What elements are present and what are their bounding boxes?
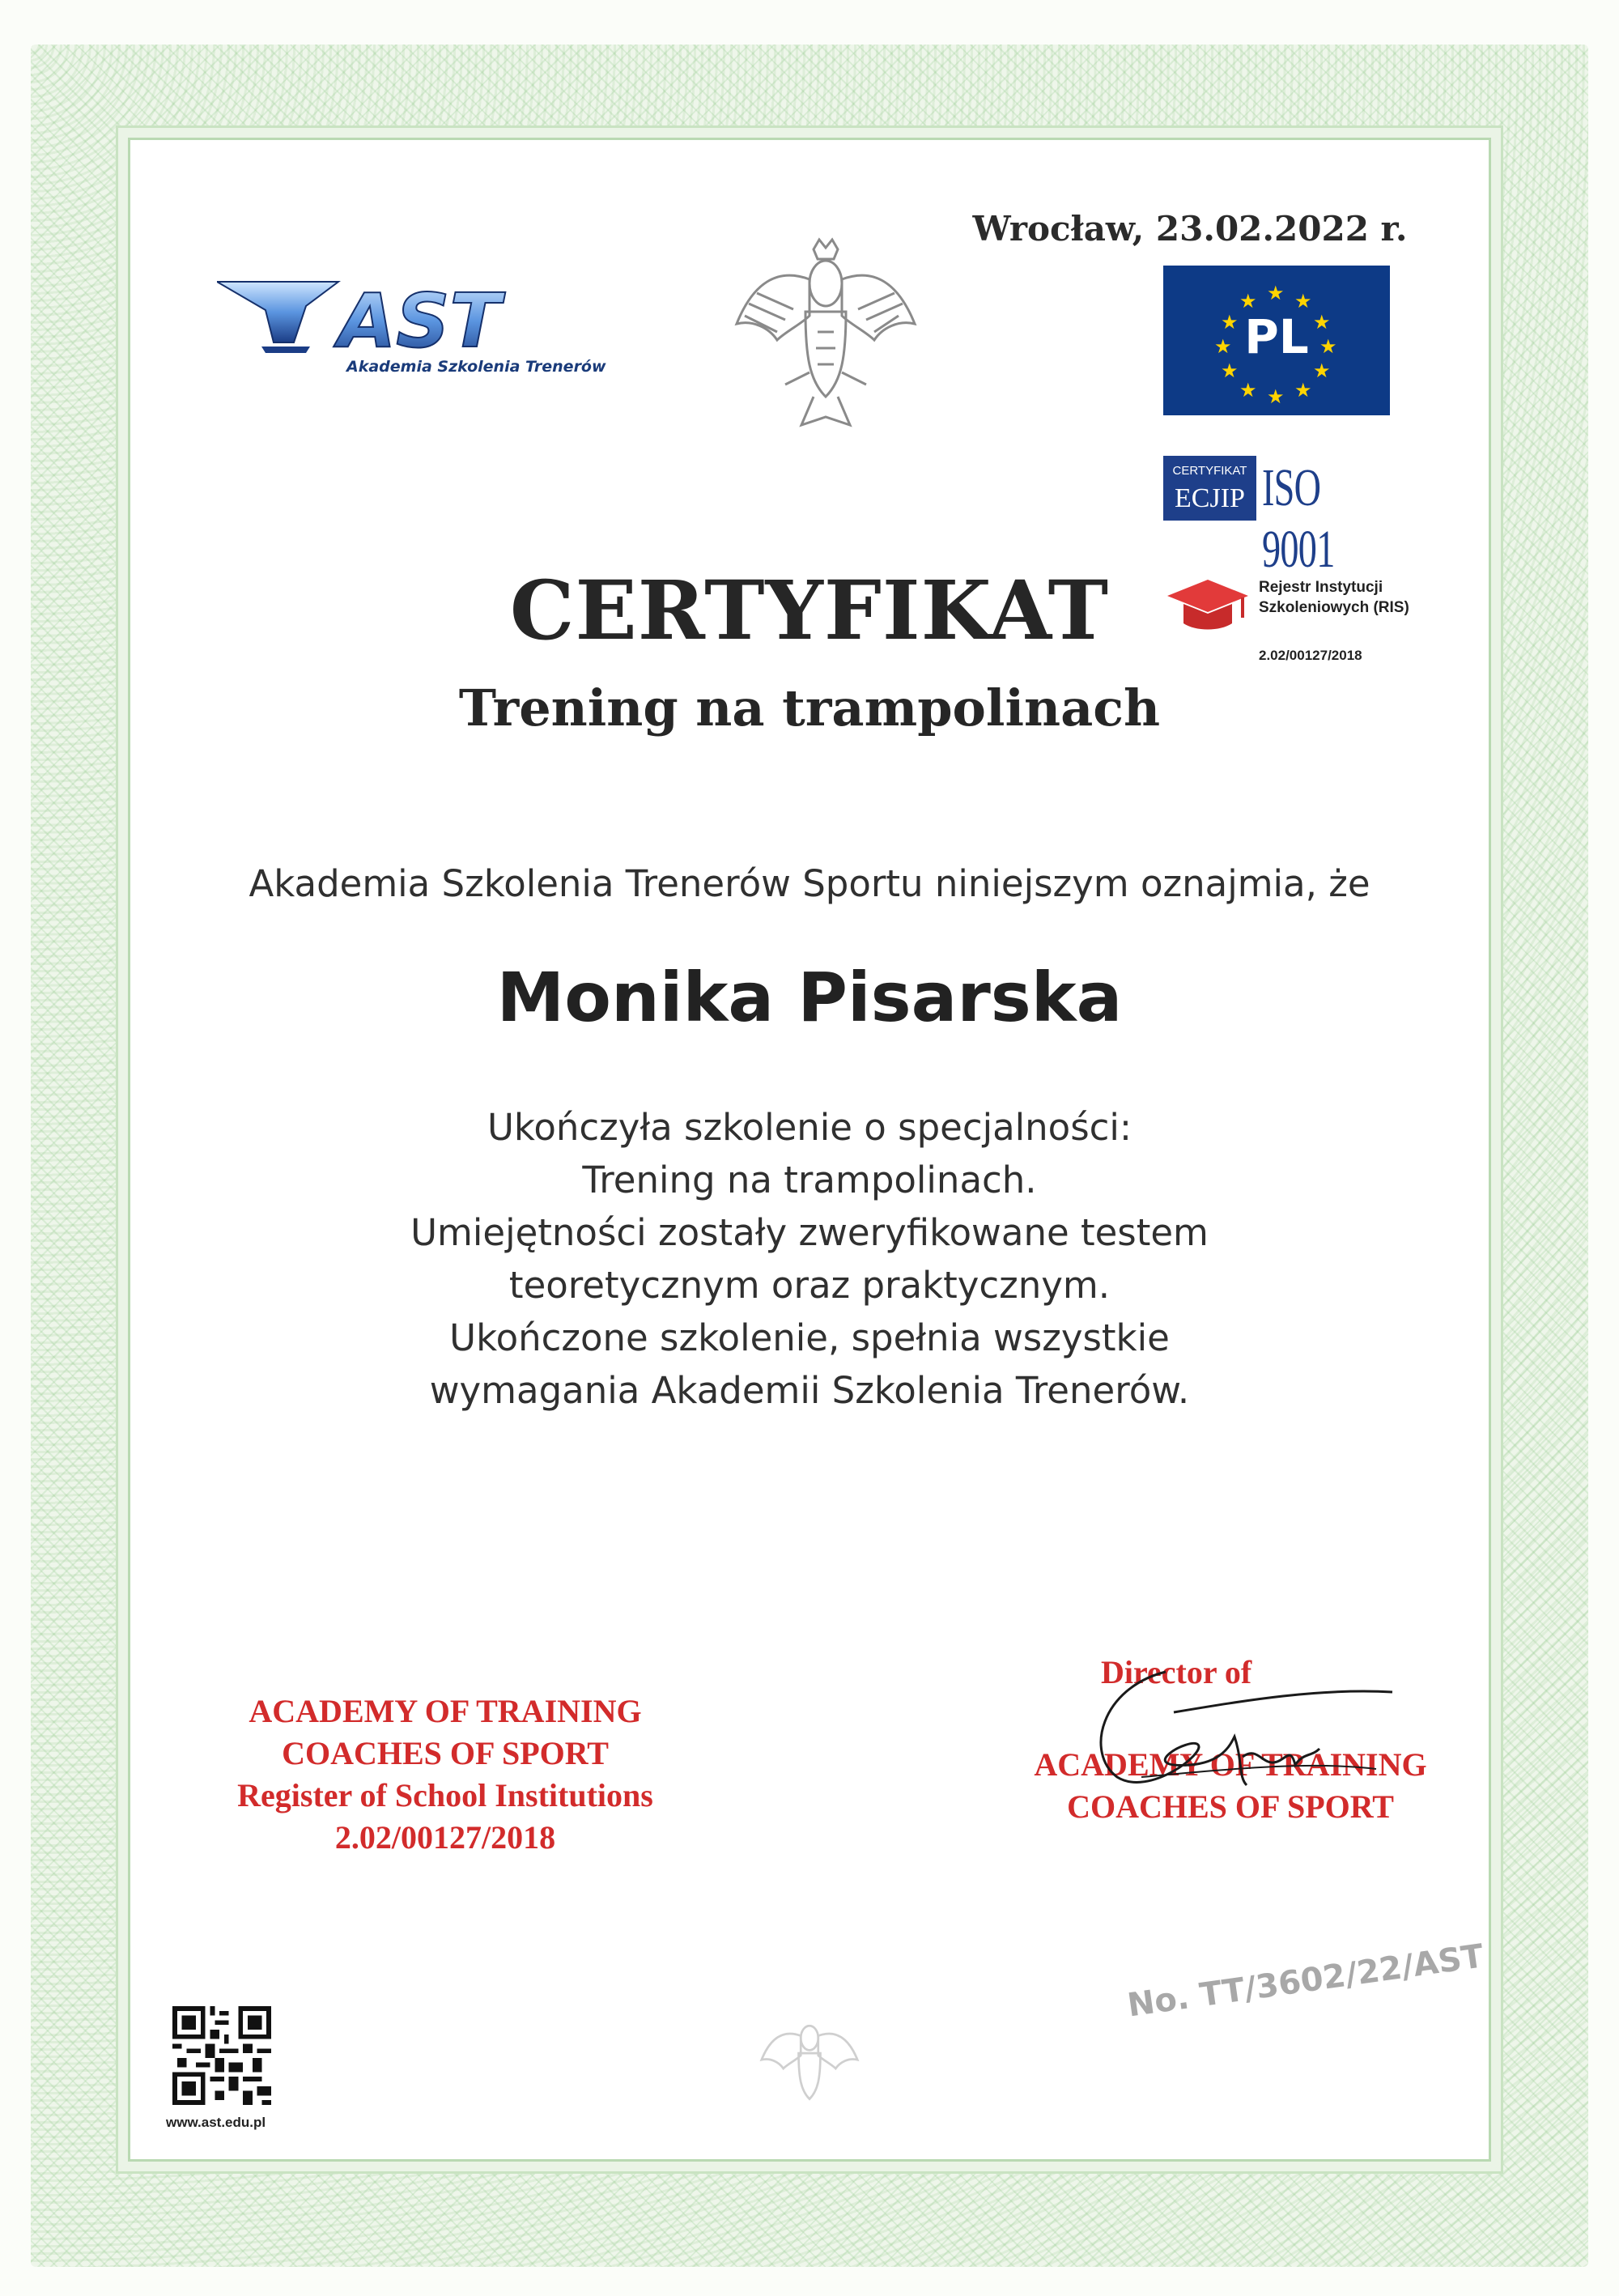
place-date: Wrocław, 23.02.2022 r. — [972, 209, 1408, 249]
star-icon: ★ — [1267, 385, 1285, 408]
body-line: Ukończone szkolenie, spełnia wszystkie — [449, 1316, 1170, 1359]
qr-code — [172, 2006, 271, 2105]
signature — [1069, 1656, 1409, 1809]
body-line: Ukończyła szkolenie o specjalności: — [487, 1106, 1132, 1149]
ast-logo-text: AST — [338, 278, 501, 364]
certificate-subtitle: Trening na trampolinach — [458, 678, 1161, 738]
website-url: www.ast.edu.pl — [166, 2115, 266, 2130]
stamp-line: Register of School Institutions — [237, 1777, 653, 1813]
stamp-line: COACHES OF SPORT — [1067, 1788, 1394, 1825]
academy-stamp-left — [154, 1690, 737, 1859]
star-icon: ★ — [1319, 335, 1337, 358]
star-icon: ★ — [1239, 290, 1257, 313]
stamp-line: ACADEMY OF TRAINING — [249, 1693, 642, 1729]
iso-badge — [1163, 456, 1394, 579]
iso-org: ECJIP — [1175, 483, 1245, 513]
iso-standard: ISO 9001 — [1262, 458, 1335, 579]
certificate-body — [0, 1101, 1619, 1417]
recipient-name: Monika Pisarska — [496, 958, 1123, 1037]
intro-text: Akademia Szkolenia Trenerów Sportu niniejszym oznajmia, że — [249, 862, 1370, 905]
body-line: Trening na trampolinach. — [582, 1159, 1037, 1201]
iso-badge-box — [1163, 456, 1256, 521]
eagle-watermark-icon — [757, 2012, 862, 2125]
stamp-line: 2.02/00127/2018 — [334, 1819, 556, 1856]
body-line: teoretycznym oraz praktycznym. — [508, 1264, 1111, 1307]
stamp-line: Director of — [1101, 1654, 1252, 1690]
stamp-line: ACADEMY OF TRAINING — [1034, 1746, 1427, 1783]
ris-number: 2.02/00127/2018 — [1259, 648, 1362, 663]
star-icon: ★ — [1294, 379, 1312, 402]
certificate-title: CERTYFIKAT — [509, 563, 1110, 658]
ast-logo-subtitle: Akademia Szkolenia Trenerów — [346, 358, 606, 376]
eu-flag — [1163, 266, 1390, 415]
star-icon: ★ — [1214, 335, 1232, 358]
body-line: wymagania Akademii Szkolenia Trenerów. — [429, 1369, 1190, 1412]
star-icon: ★ — [1294, 290, 1312, 313]
iso-cert-label: CERTYFIKAT — [1172, 464, 1247, 478]
star-icon: ★ — [1313, 359, 1331, 382]
serial-number: No. TT/3602/22/AST — [1125, 1937, 1486, 2025]
ris-title: Rejestr Instytucji Szkoleniowych (RIS) — [1259, 579, 1409, 616]
star-icon: ★ — [1239, 379, 1257, 402]
flag-label: PL — [1244, 309, 1309, 364]
star-icon: ★ — [1313, 311, 1331, 334]
star-icon: ★ — [1221, 311, 1239, 334]
eagle-emblem-icon — [729, 235, 923, 445]
star-icon: ★ — [1267, 282, 1285, 304]
star-icon: ★ — [1221, 359, 1239, 382]
body-line: Umiejętności zostały zweryfikowane testem — [410, 1211, 1209, 1254]
stamp-line: COACHES OF SPORT — [282, 1735, 609, 1771]
